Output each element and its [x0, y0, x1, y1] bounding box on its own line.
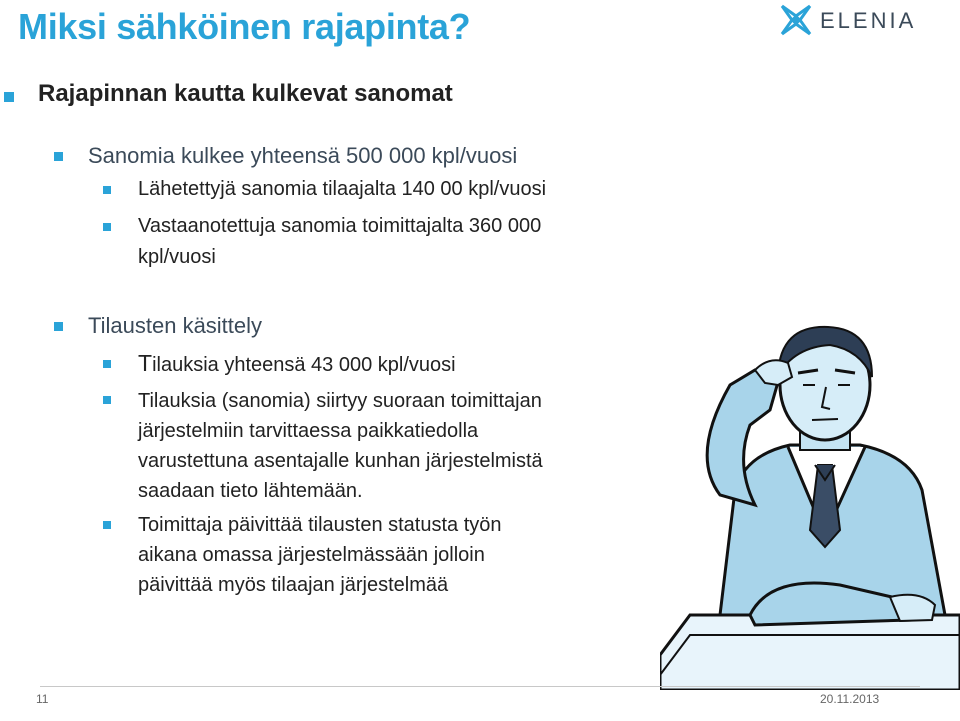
bullet-orders-flow-1: Tilauksia (sanomia) siirtyy suoraan toimittajan [138, 390, 542, 412]
bullet-marker [54, 322, 63, 331]
bullet-orders-flow-2: järjestelmiin tarvittaessa paikkatiedolla [138, 420, 479, 442]
bullet-sent-messages: Lähetettyjä sanomia tilaajalta 140 00 kpl/vuosi [138, 178, 547, 200]
slide-title: Miksi sähköinen rajapinta? [18, 6, 471, 47]
bullet-supplier-2: aikana omassa järjestelmässään jolloin [138, 544, 485, 566]
page-number: 11 [36, 692, 49, 706]
bullet-supplier-1: Toimittaja päivittää tilausten statusta työn [138, 514, 502, 536]
elenia-logo-icon [776, 0, 816, 40]
bullet-main-heading: Rajapinnan kautta kulkevat sanomat [38, 80, 453, 107]
bullet-orders-total-cap: T [138, 350, 153, 376]
bullet-orders-flow-4: saadaan tieto lähtemään. [138, 480, 363, 502]
bullet-orders-total-rest: ilauksia yhteensä 43 000 kpl/vuosi [152, 354, 456, 376]
bullet-marker [103, 396, 111, 404]
thinking-man-illustration [660, 315, 960, 690]
footer-divider [40, 686, 920, 687]
bullet-received-line-2: kpl/vuosi [138, 246, 216, 268]
bullet-orders-flow-3: varustettuna asentajalle kunhan järjestelmistä [138, 450, 543, 472]
bullet-marker [103, 223, 111, 231]
bullet-messages-total: Sanomia kulkee yhteensä 500 000 kpl/vuosi [88, 143, 518, 168]
bullet-orders-total [138, 350, 456, 377]
bullet-received-line-1: Vastaanotettuja sanomia toimittajalta 360 000 [138, 215, 542, 237]
logo-wordmark: ELENIA [820, 8, 917, 33]
elenia-logo [776, 0, 936, 42]
bullet-marker [103, 360, 111, 368]
bullet-marker [4, 92, 14, 102]
slide-date: 20.11.2013 [820, 692, 880, 706]
bullet-marker [103, 521, 111, 529]
bullet-marker [54, 152, 63, 161]
bullet-supplier-3: päivittää myös tilaajan järjestelmää [138, 574, 449, 596]
bullet-orders-heading: Tilausten käsittely [88, 313, 263, 338]
bullet-marker [103, 186, 111, 194]
